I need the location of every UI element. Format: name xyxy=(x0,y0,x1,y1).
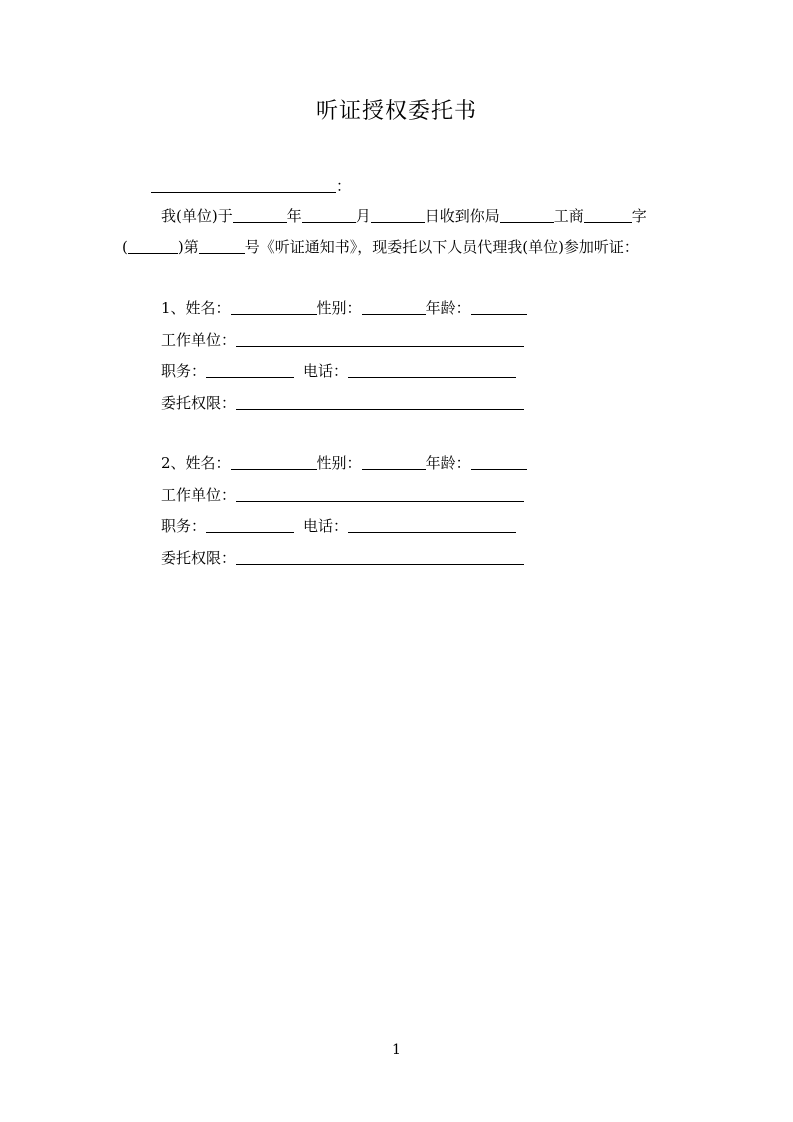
agent-2-position-label: 职务： xyxy=(161,517,207,535)
agent-1-position-row xyxy=(161,361,516,381)
month-blank[interactable] xyxy=(302,206,356,223)
year-code-blank[interactable] xyxy=(128,237,178,254)
agent-1-name-blank[interactable] xyxy=(231,298,317,315)
agent-1-work-unit-row xyxy=(161,330,524,350)
zi-label: 字 xyxy=(631,207,647,225)
agent-1-phone-blank[interactable] xyxy=(348,361,516,378)
agent-2-name-blank[interactable] xyxy=(231,453,317,470)
agent-2-authority-label: 委托权限： xyxy=(161,549,237,567)
day-blank[interactable] xyxy=(371,206,425,223)
agent-1-gender-blank[interactable] xyxy=(362,298,426,315)
agent-1-name-label: 1、姓名： xyxy=(161,299,231,317)
agent-2-gender-label: 性别： xyxy=(316,454,362,472)
agent-2-phone-blank[interactable] xyxy=(348,516,516,533)
agent-1-age-label: 年龄： xyxy=(425,299,471,317)
agent-2-position-blank[interactable] xyxy=(206,516,294,533)
agent-2-gender-blank[interactable] xyxy=(362,453,426,470)
agent-2-work-unit-blank[interactable] xyxy=(236,485,524,502)
paragraph-line-2 xyxy=(122,237,639,257)
agent-2-work-unit-row xyxy=(161,485,524,505)
agent-1-age-blank[interactable] xyxy=(471,298,527,315)
character-blank[interactable] xyxy=(584,206,632,223)
agent-2-name-label: 2、姓名： xyxy=(161,454,231,472)
addressee-blank[interactable] xyxy=(151,176,336,193)
agent-1-gender-label: 性别： xyxy=(316,299,362,317)
agent-2-name-row xyxy=(161,453,527,473)
agent-1-authority-label: 委托权限： xyxy=(161,394,237,412)
agent-2-authority-row xyxy=(161,548,524,568)
received-prefix: 我(单位)于 xyxy=(161,207,233,225)
agent-2-position-row xyxy=(161,516,516,536)
agent-2-work-unit-label: 工作单位： xyxy=(161,486,237,504)
open-paren: ( xyxy=(122,238,128,256)
year-blank[interactable] xyxy=(233,206,287,223)
agent-1-work-unit-blank[interactable] xyxy=(236,330,524,347)
agent-1-position-label: 职务： xyxy=(161,362,207,380)
year-label: 年 xyxy=(286,207,302,225)
document-title: 听证授权委托书 xyxy=(315,99,477,124)
month-label: 月 xyxy=(355,207,371,225)
agent-1-name-row xyxy=(161,298,527,318)
page-number: 1 xyxy=(392,1042,401,1058)
agent-1-phone-label: 电话： xyxy=(303,362,349,380)
agent-2-phone-label: 电话： xyxy=(303,517,349,535)
agent-2-age-blank[interactable] xyxy=(471,453,527,470)
close-paren-di: )第 xyxy=(177,238,199,256)
agent-1-authority-blank[interactable] xyxy=(236,393,524,410)
paragraph-rest: 号《听证通知书》，现委托以下人员代理我(单位)参加听证： xyxy=(244,238,639,256)
day-received-text: 日收到你局 xyxy=(424,207,500,225)
agent-1-position-blank[interactable] xyxy=(206,361,294,378)
paragraph-line-1 xyxy=(161,206,647,226)
bureau-prefix-blank[interactable] xyxy=(500,206,554,223)
agent-1-work-unit-label: 工作单位： xyxy=(161,331,237,349)
salutation-line xyxy=(151,176,351,196)
agent-2-authority-blank[interactable] xyxy=(236,548,524,565)
salutation-colon: ： xyxy=(336,177,352,195)
notice-number-blank[interactable] xyxy=(199,237,245,254)
gongshang-label: 工商 xyxy=(553,207,584,225)
agent-1-authority-row xyxy=(161,393,524,413)
agent-2-age-label: 年龄： xyxy=(425,454,471,472)
